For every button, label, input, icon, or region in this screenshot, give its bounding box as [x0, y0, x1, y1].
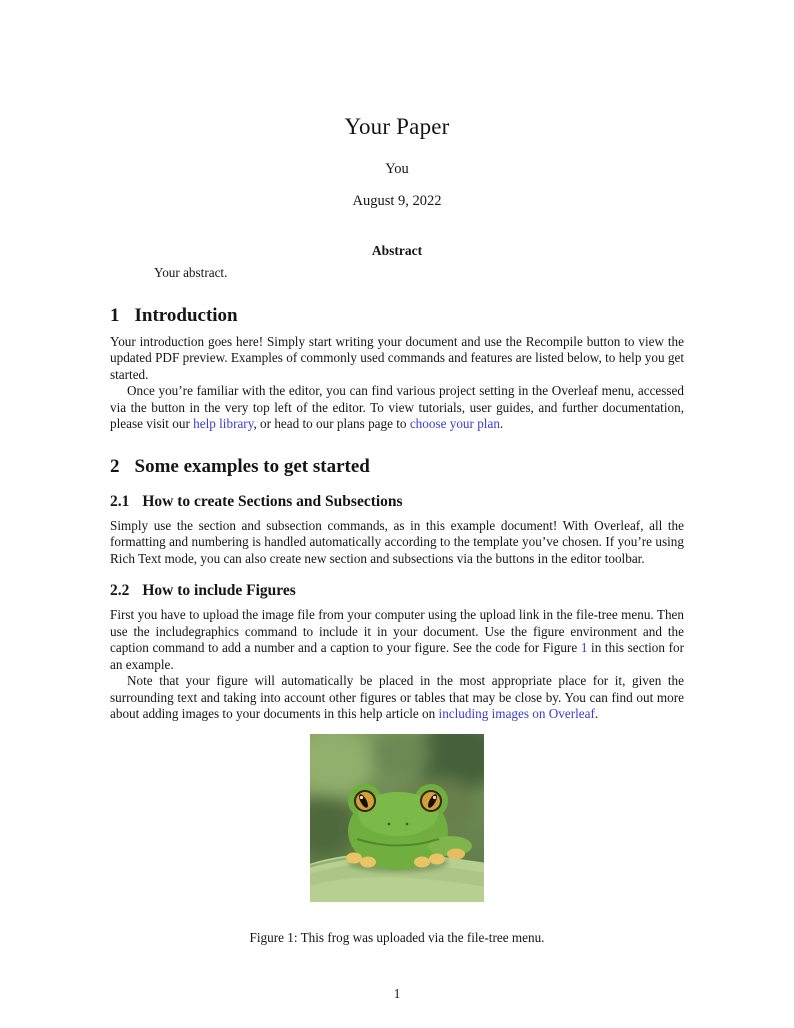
- figures-paragraph-2: [110, 673, 684, 723]
- choose-your-plan-link[interactable]: choose your plan: [409, 416, 500, 431]
- subsection-2-1-heading: [110, 493, 684, 511]
- section-2-heading: [110, 456, 684, 478]
- help-library-link[interactable]: help library: [193, 416, 254, 431]
- figure-1: [110, 734, 684, 946]
- paragraph-text: .: [594, 706, 599, 721]
- paragraph-text: in this section for an example.: [110, 640, 684, 672]
- section-2-title: Some examples to get started: [134, 455, 370, 477]
- paragraph-text: Once you’re familiar with the editor, you can find various project setting in the Overleaf menu, accessed via the button in the very top left of the editor. To view tutorials, user guides, and further documentation, please visit our: [110, 383, 684, 431]
- section-1-title: Introduction: [134, 304, 238, 326]
- page-number: 1: [393, 986, 401, 1001]
- paper-title: Your Paper: [344, 114, 450, 139]
- paper-content: [110, 114, 684, 946]
- paper-author: You: [385, 161, 409, 177]
- subsection-2-1-title: How to create Sections and Subsections: [142, 492, 403, 510]
- section-1-heading: [110, 305, 684, 327]
- subsection-2-1-number: 2.1: [110, 492, 130, 510]
- paper-date: August 9, 2022: [352, 193, 442, 209]
- frog-image-svg: [310, 734, 484, 902]
- abstract-text: Your abstract.: [154, 265, 228, 280]
- subsection-2-2-heading: [110, 582, 684, 600]
- paragraph-text: Note that your figure will automatically be placed in the most appropriate place for it, given the surrounding text and taking into account other figures or tables that may be close by. You can find out more about adding images to your documents in this help article on: [110, 673, 684, 721]
- subsection-2-1-paragraph: Simply use the section and subsection commands, as in this example document! With Overleaf, all the formatting and numbering is handled automatically according to the template you’ve chosen. If you’re using Rich Text mode, you can also create new section and subsections via the buttons in the editor toolbar.: [110, 517, 684, 566]
- abstract-heading: Abstract: [371, 243, 423, 258]
- section-1-number: 1: [110, 304, 120, 326]
- paragraph-text: First you have to upload the image file from your computer using the upload link in the file-tree menu. Then use the includegraphics command to include it in your document. Use the figure environment and the caption command to add a number and a caption to your figure. See the code for Figure: [110, 607, 684, 655]
- intro-paragraph-2: [110, 383, 684, 433]
- section-2-number: 2: [110, 455, 120, 477]
- subsection-2-2-title: How to include Figures: [142, 582, 296, 599]
- intro-paragraph-1: Your introduction goes here! Simply start writing your document and use the Recompile button to view the updated PDF preview. Examples of commonly used commands and features are listed below, to help you get started.: [110, 333, 684, 382]
- figure-1-caption: Figure 1: This frog was uploaded via the file-tree menu.: [249, 929, 545, 945]
- figures-paragraph-1: [110, 607, 684, 673]
- figure-1-ref-link[interactable]: 1: [580, 640, 588, 655]
- paragraph-text: , or head to our plans page to: [253, 416, 410, 431]
- subsection-2-2-number: 2.2: [110, 582, 130, 599]
- including-images-link[interactable]: including images on Overleaf: [438, 706, 595, 721]
- paragraph-text: .: [499, 416, 504, 431]
- frog-image: [310, 734, 484, 902]
